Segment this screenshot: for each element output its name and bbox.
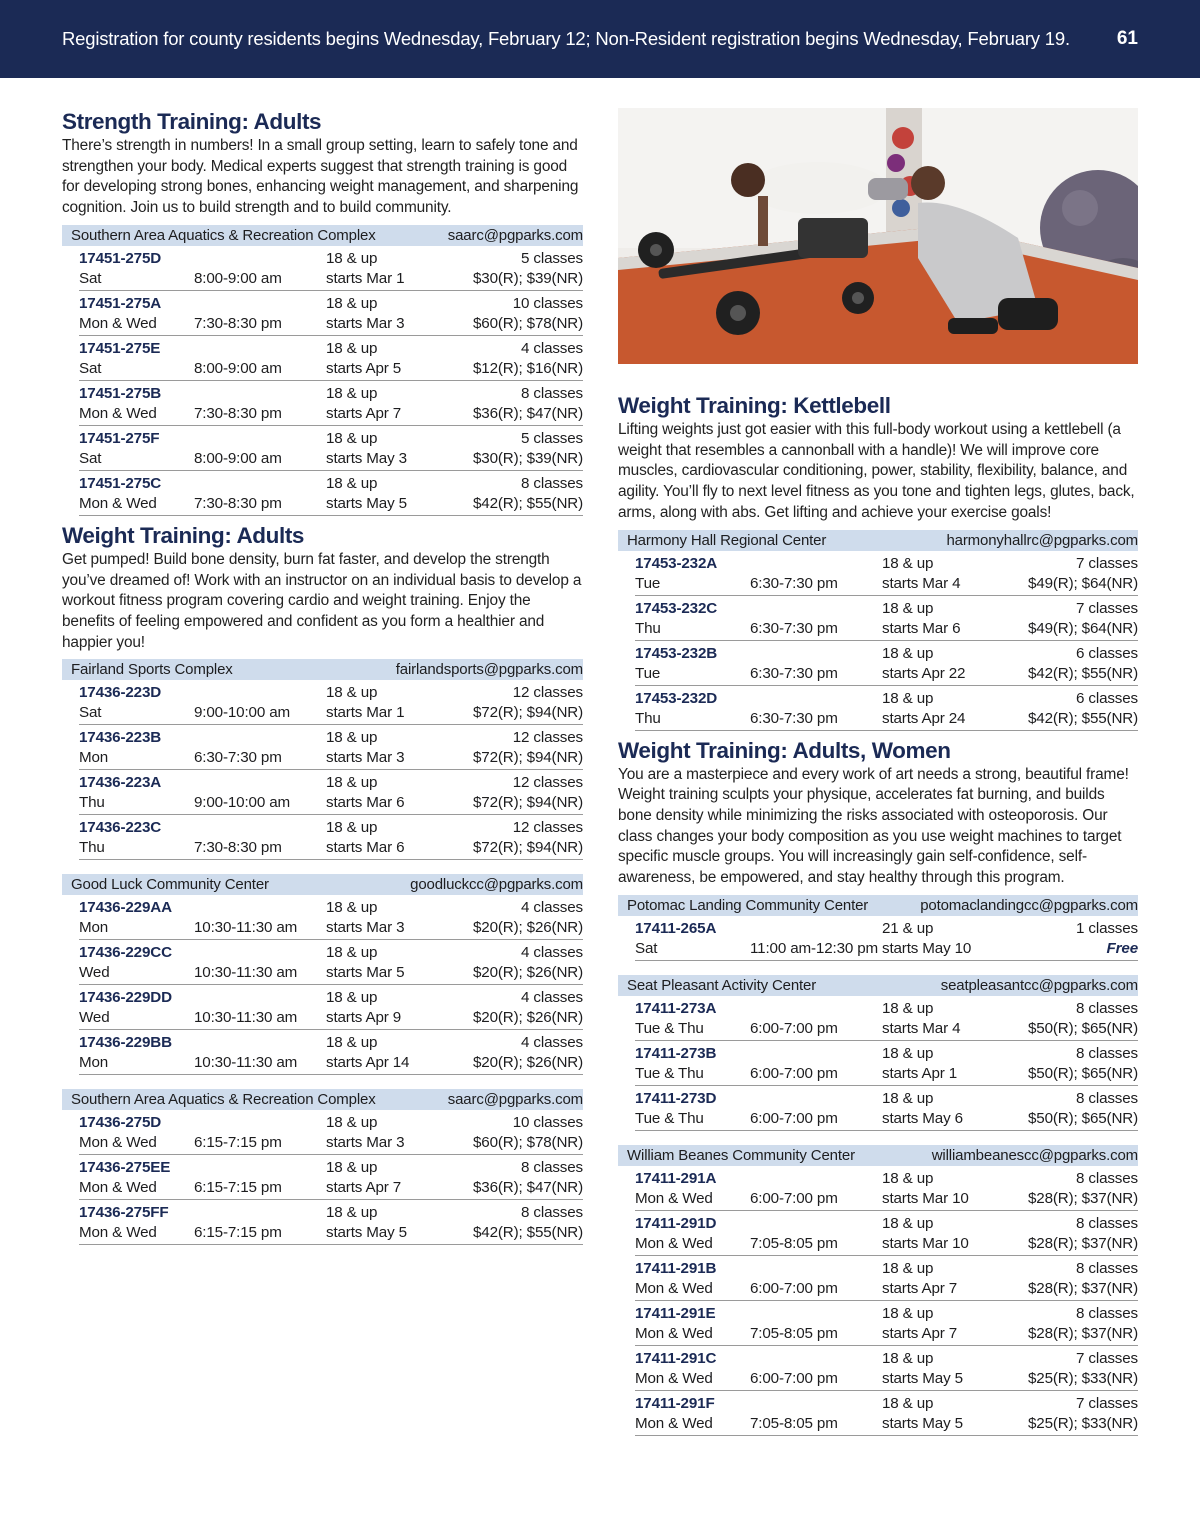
class-list [618, 1166, 1138, 1436]
class-days: Mon [79, 1054, 109, 1072]
class-days: Mon & Wed [635, 1324, 713, 1342]
class-count: 8 classes [521, 474, 583, 492]
class-days: Mon [79, 919, 109, 937]
location-bar [62, 659, 583, 680]
class-row [635, 1346, 1138, 1391]
class-row [635, 1391, 1138, 1436]
class-time: 7:30-8:30 pm [194, 494, 282, 512]
class-start-date: starts Mar 5 [326, 964, 405, 982]
class-time: 6:00-7:00 pm [750, 1019, 838, 1037]
class-time: 7:30-8:30 pm [194, 404, 282, 422]
class-start-date: starts Mar 6 [326, 794, 405, 812]
class-age: 18 & up [326, 819, 378, 837]
location-bar [62, 1089, 583, 1110]
class-start-date: starts Mar 10 [882, 1234, 969, 1252]
class-age: 18 & up [882, 689, 934, 707]
class-fee: $49(R); $64(NR) [1027, 574, 1138, 592]
class-age: 18 & up [882, 1304, 934, 1322]
class-start-date: starts Mar 4 [882, 574, 961, 592]
class-row [79, 985, 583, 1030]
class-list [62, 1110, 583, 1245]
class-code: 17411-291D [635, 1214, 717, 1232]
class-days: Tue & Thu [635, 1019, 704, 1037]
class-time: 11:00 am-12:30 pm [750, 939, 879, 957]
class-start-date: starts Mar 3 [326, 749, 405, 767]
class-fee: $30(R); $39(NR) [472, 449, 583, 467]
class-age: 18 & up [326, 384, 378, 402]
class-row [79, 725, 583, 770]
section-title: Weight Training: Kettlebell [618, 393, 891, 418]
class-time: 6:30-7:30 pm [750, 574, 838, 592]
location-bar [62, 225, 583, 246]
class-fee: $50(R); $65(NR) [1027, 1109, 1138, 1127]
class-row [635, 916, 1138, 961]
class-row [79, 291, 583, 336]
class-start-date: starts Apr 7 [882, 1324, 958, 1342]
class-time: 6:00-7:00 pm [750, 1279, 838, 1297]
class-count: 8 classes [521, 1159, 583, 1177]
class-code: 17436-275EE [79, 1159, 171, 1177]
class-time: 6:00-7:00 pm [750, 1109, 838, 1127]
class-row [635, 996, 1138, 1041]
class-code: 17451-275E [79, 339, 161, 357]
class-fee: $42(R); $55(NR) [472, 494, 583, 512]
class-time: 7:05-8:05 pm [750, 1324, 838, 1342]
location-email[interactable]: seatpleasantcc@pgparks.com [940, 976, 1138, 994]
class-age: 18 & up [326, 474, 378, 492]
class-time: 6:00-7:00 pm [750, 1064, 838, 1082]
class-row [79, 426, 583, 471]
class-count: 8 classes [1076, 999, 1138, 1017]
class-count: 8 classes [1076, 1044, 1138, 1062]
class-row [635, 551, 1138, 596]
class-days: Tue [635, 574, 661, 592]
class-time: 6:15-7:15 pm [194, 1134, 282, 1152]
weight-training-illustration [618, 108, 1138, 364]
class-fee: $72(R); $94(NR) [472, 794, 583, 812]
class-code: 17411-265A [635, 919, 717, 937]
class-code: 17451-275C [79, 474, 162, 492]
class-fee: $42(R); $55(NR) [472, 1224, 583, 1242]
class-code: 17436-229DD [79, 989, 172, 1007]
class-fee: $28(R); $37(NR) [1027, 1234, 1138, 1252]
class-time: 6:30-7:30 pm [194, 749, 282, 767]
class-row [79, 940, 583, 985]
class-time: 6:15-7:15 pm [194, 1179, 282, 1197]
class-start-date: starts Apr 9 [326, 1009, 402, 1027]
right-column [618, 108, 1138, 1436]
class-start-date: starts May 5 [326, 1224, 407, 1242]
location-name: Southern Area Aquatics & Recreation Complex [71, 1091, 376, 1109]
class-age: 18 & up [326, 1034, 378, 1052]
section-description: You are a masterpiece and every work of art needs a strong, beautiful frame! Weight training sculpts your physique, accelerates fat burning, and builds bone density while minimizing the risks associated with osteoporosis. Our class changes your body composition as you use weight machines to target specific muscle groups. You will increasingly gain self-confidence, self-awareness, be empowered, and stay healthy through this program. [618, 765, 1129, 887]
class-days: Mon & Wed [79, 1224, 157, 1242]
class-start-date: starts May 6 [882, 1109, 963, 1127]
section-description: Lifting weights just got easier with this full-body workout using a kettlebell (a weight that resembles a cannonball with a handle)! We will improve core muscles, cardiovascular conditioning, power, stability, flexibility, balance, and agility. You’ll fly to next level fitness as you tone and tighten legs, glutes, back, arms, along with abs. Get lifting and achieve your exercise goals! [618, 421, 1135, 521]
class-row [635, 1211, 1138, 1256]
class-code: 17436-223B [79, 729, 162, 747]
class-count: 12 classes [512, 684, 583, 702]
location-bar [618, 1145, 1138, 1166]
location-name: William Beanes Community Center [627, 1146, 855, 1164]
class-fee: $20(R); $26(NR) [472, 964, 583, 982]
class-code: 17451-275B [79, 384, 162, 402]
class-code: 17411-291F [635, 1394, 715, 1412]
class-count: 1 classes [1076, 919, 1138, 937]
class-count: 6 classes [1076, 689, 1138, 707]
class-count: 8 classes [521, 384, 583, 402]
class-fee: $42(R); $55(NR) [1027, 709, 1138, 727]
class-count: 8 classes [1076, 1169, 1138, 1187]
class-count: 4 classes [521, 944, 583, 962]
class-row [79, 770, 583, 815]
class-count: 12 classes [512, 729, 583, 747]
class-days: Mon & Wed [635, 1369, 713, 1387]
class-fee: $20(R); $26(NR) [472, 1054, 583, 1072]
class-fee: $20(R); $26(NR) [472, 1009, 583, 1027]
class-code: 17411-291C [635, 1349, 717, 1367]
class-days: Mon & Wed [79, 1134, 157, 1152]
class-age: 18 & up [326, 1159, 378, 1177]
class-age: 18 & up [326, 339, 378, 357]
class-count: 10 classes [512, 294, 583, 312]
class-age: 18 & up [326, 684, 378, 702]
class-count: 4 classes [521, 339, 583, 357]
class-start-date: starts Mar 6 [882, 619, 961, 637]
class-start-date: starts Mar 1 [326, 269, 405, 287]
class-list [62, 895, 583, 1075]
left-column [62, 108, 583, 1245]
class-count: 7 classes [1076, 554, 1138, 572]
class-list [62, 246, 583, 516]
weight-training-adults-section [62, 522, 583, 1246]
section-title: Strength Training: Adults [62, 109, 322, 134]
class-fee: $25(R); $33(NR) [1027, 1414, 1138, 1432]
class-days: Sat [79, 359, 102, 377]
class-code: 17451-275F [79, 429, 160, 447]
class-count: 7 classes [1076, 1394, 1138, 1412]
class-fee: $36(R); $47(NR) [472, 1179, 583, 1197]
location-email[interactable]: saarc@pgparks.com [447, 1091, 583, 1109]
class-age: 18 & up [326, 944, 378, 962]
section-title: Weight Training: Adults [62, 522, 305, 548]
class-fee: Free [1106, 939, 1138, 957]
class-start-date: starts May 5 [882, 1414, 963, 1432]
class-start-date: starts Mar 6 [326, 839, 405, 857]
location-email[interactable]: potomaclandingcc@pgparks.com [920, 896, 1138, 914]
class-code: 17436-223A [79, 774, 162, 792]
weight-training-women-section [618, 737, 1138, 1436]
class-row [79, 895, 583, 940]
class-time: 9:00-10:00 am [194, 794, 290, 812]
class-code: 17436-223C [79, 819, 162, 837]
class-start-date: starts Apr 7 [326, 1179, 402, 1197]
class-time: 6:00-7:00 pm [750, 1369, 838, 1387]
class-row [79, 336, 583, 381]
class-age: 18 & up [882, 554, 934, 572]
class-days: Thu [635, 709, 661, 727]
location-name: Good Luck Community Center [71, 876, 269, 894]
class-time: 9:00-10:00 am [194, 704, 290, 722]
class-days: Mon & Wed [635, 1279, 713, 1297]
location-email[interactable]: williambeanescc@pgparks.com [931, 1146, 1138, 1164]
class-time: 8:00-9:00 am [194, 269, 282, 287]
class-start-date: starts Apr 5 [326, 359, 402, 377]
class-fee: $28(R); $37(NR) [1027, 1279, 1138, 1297]
class-days: Tue & Thu [635, 1064, 704, 1082]
class-code: 17453-232B [635, 644, 718, 662]
class-time: 6:00-7:00 pm [750, 1189, 838, 1207]
class-time: 10:30-11:30 am [194, 1009, 298, 1027]
class-time: 6:30-7:30 pm [750, 709, 838, 727]
class-start-date: starts Apr 7 [882, 1279, 958, 1297]
class-start-date: starts May 10 [882, 939, 972, 957]
class-row [635, 686, 1138, 731]
class-row [635, 596, 1138, 641]
class-fee: $60(R); $78(NR) [472, 314, 583, 332]
class-start-date: starts Mar 3 [326, 919, 405, 937]
class-code: 17451-275D [79, 249, 162, 267]
class-time: 6:15-7:15 pm [194, 1224, 282, 1242]
class-count: 12 classes [512, 774, 583, 792]
class-age: 21 & up [882, 919, 934, 937]
class-fee: $12(R); $16(NR) [472, 359, 583, 377]
kettlebell-section [618, 392, 1138, 731]
class-row [79, 1110, 583, 1155]
class-row [79, 1030, 583, 1075]
class-code: 17436-229BB [79, 1034, 172, 1052]
class-fee: $50(R); $65(NR) [1027, 1064, 1138, 1082]
class-age: 18 & up [326, 294, 378, 312]
class-code: 17411-291E [635, 1304, 716, 1322]
registration-notice: Registration for county residents begins Wednesday, February 12; Non-Resident registration begins Wednesday, February 19. [62, 28, 1070, 49]
strength-training-section [62, 108, 583, 516]
class-count: 4 classes [521, 1034, 583, 1052]
location-bar [62, 874, 583, 895]
class-row [635, 1086, 1138, 1131]
class-count: 7 classes [1076, 1349, 1138, 1367]
class-fee: $72(R); $94(NR) [472, 749, 583, 767]
class-count: 8 classes [1076, 1304, 1138, 1322]
class-start-date: starts Mar 10 [882, 1189, 969, 1207]
class-count: 6 classes [1076, 644, 1138, 662]
class-age: 18 & up [326, 429, 378, 447]
class-count: 8 classes [1076, 1259, 1138, 1277]
class-days: Mon & Wed [635, 1234, 713, 1252]
class-age: 18 & up [326, 774, 378, 792]
class-start-date: starts Apr 24 [882, 709, 966, 727]
section-title: Weight Training: Adults, Women [618, 737, 951, 763]
class-count: 4 classes [521, 899, 583, 917]
class-start-date: starts May 5 [326, 494, 407, 512]
class-fee: $72(R); $94(NR) [472, 704, 583, 722]
class-days: Tue [635, 664, 661, 682]
class-count: 4 classes [521, 989, 583, 1007]
class-time: 6:30-7:30 pm [750, 664, 838, 682]
class-days: Tue & Thu [635, 1109, 704, 1127]
class-days: Mon & Wed [635, 1189, 713, 1207]
class-row [79, 471, 583, 516]
class-fee: $42(R); $55(NR) [1027, 664, 1138, 682]
class-days: Thu [79, 794, 105, 812]
class-age: 18 & up [882, 1214, 934, 1232]
class-age: 18 & up [326, 1204, 378, 1222]
class-fee: $28(R); $37(NR) [1027, 1324, 1138, 1342]
class-list [618, 996, 1138, 1131]
location-email[interactable]: goodluckcc@pgparks.com [410, 876, 583, 894]
class-fee: $60(R); $78(NR) [472, 1134, 583, 1152]
class-list [618, 916, 1138, 961]
class-time: 10:30-11:30 am [194, 919, 298, 937]
class-start-date: starts Apr 22 [882, 664, 966, 682]
class-fee: $20(R); $26(NR) [472, 919, 583, 937]
class-row [79, 1200, 583, 1245]
class-days: Mon & Wed [635, 1414, 713, 1432]
class-code: 17453-232D [635, 689, 718, 707]
class-row [635, 641, 1138, 686]
class-days: Sat [79, 269, 102, 287]
class-fee: $72(R); $94(NR) [472, 839, 583, 857]
class-code: 17436-275D [79, 1114, 162, 1132]
registration-banner [0, 0, 1200, 78]
class-start-date: starts Mar 1 [326, 704, 405, 722]
class-fee: $25(R); $33(NR) [1027, 1369, 1138, 1387]
class-code: 17436-229AA [79, 899, 172, 917]
class-age: 18 & up [882, 1394, 934, 1412]
class-time: 7:05-8:05 pm [750, 1414, 838, 1432]
class-start-date: starts May 3 [326, 449, 407, 467]
class-age: 18 & up [326, 1114, 378, 1132]
class-days: Mon & Wed [79, 1179, 157, 1197]
location-bar [618, 895, 1138, 916]
class-fee: $49(R); $64(NR) [1027, 619, 1138, 637]
class-count: 10 classes [512, 1114, 583, 1132]
class-days: Wed [79, 964, 110, 982]
class-time: 10:30-11:30 am [194, 964, 298, 982]
class-count: 8 classes [1076, 1214, 1138, 1232]
class-time: 7:30-8:30 pm [194, 839, 282, 857]
class-days: Sat [635, 939, 658, 957]
section-description: Get pumped! Build bone density, burn fat faster, and develop the strength you’ve dreamed of! Work with an instructor on an individual basis to develop a workout fitness program covering cardio and weight training. Enjoy the benefits of feeling empowered and confident as you form a healthier and happier you! [62, 550, 582, 651]
page-number: 61 [1116, 28, 1138, 49]
class-days: Thu [79, 839, 105, 857]
class-code: 17453-232A [635, 554, 718, 572]
class-count: 12 classes [512, 819, 583, 837]
class-age: 18 & up [882, 999, 934, 1017]
class-time: 7:05-8:05 pm [750, 1234, 838, 1252]
class-count: 5 classes [521, 249, 583, 267]
class-age: 18 & up [882, 1169, 934, 1187]
class-days: Mon & Wed [79, 494, 157, 512]
class-days: Sat [79, 449, 102, 467]
location-name: Fairland Sports Complex [71, 661, 233, 679]
class-code: 17453-232C [635, 599, 718, 617]
class-code: 17451-275A [79, 294, 162, 312]
class-age: 18 & up [326, 989, 378, 1007]
class-age: 18 & up [882, 1044, 934, 1062]
class-row [79, 680, 583, 725]
training-photo [618, 108, 1138, 364]
class-list [618, 551, 1138, 731]
section-description: There’s strength in numbers! In a small group setting, learn to safely tone and strengthen your body. Medical experts suggest that strength training is good for developing strong bones, enhancing weight management, and sharpening cognition. Join us to build strength and to build community. [62, 137, 579, 217]
location-email[interactable]: harmonyhallrc@pgparks.com [946, 531, 1138, 549]
class-row [635, 1256, 1138, 1301]
class-code: 17436-223D [79, 684, 162, 702]
class-age: 18 & up [882, 1089, 934, 1107]
location-name: Potomac Landing Community Center [627, 896, 869, 914]
class-start-date: starts Mar 3 [326, 314, 405, 332]
class-row [79, 815, 583, 860]
class-code: 17436-229CC [79, 944, 172, 962]
class-days: Mon & Wed [79, 314, 157, 332]
class-count: 7 classes [1076, 599, 1138, 617]
class-age: 18 & up [882, 644, 934, 662]
class-days: Wed [79, 1009, 110, 1027]
class-time: 8:00-9:00 am [194, 359, 282, 377]
class-row [79, 1155, 583, 1200]
class-row [79, 381, 583, 426]
class-age: 18 & up [326, 249, 378, 267]
class-time: 8:00-9:00 am [194, 449, 282, 467]
class-start-date: starts Apr 14 [326, 1054, 410, 1072]
class-start-date: starts Apr 7 [326, 404, 402, 422]
class-start-date: starts May 5 [882, 1369, 963, 1387]
class-code: 17411-273B [635, 1044, 717, 1062]
class-age: 18 & up [326, 729, 378, 747]
class-count: 8 classes [521, 1204, 583, 1222]
class-fee: $36(R); $47(NR) [472, 404, 583, 422]
class-row [79, 246, 583, 291]
class-start-date: starts Mar 4 [882, 1019, 961, 1037]
location-email[interactable]: fairlandsports@pgparks.com [395, 661, 583, 679]
class-fee: $50(R); $65(NR) [1027, 1019, 1138, 1037]
class-row [635, 1166, 1138, 1211]
class-days: Thu [635, 619, 661, 637]
location-bar [618, 530, 1138, 551]
class-code: 17411-273D [635, 1089, 717, 1107]
class-list [62, 680, 583, 860]
class-days: Mon & Wed [79, 404, 157, 422]
class-code: 17436-275FF [79, 1204, 169, 1222]
class-count: 5 classes [521, 429, 583, 447]
class-code: 17411-273A [635, 999, 717, 1017]
class-row [635, 1301, 1138, 1346]
class-time: 7:30-8:30 pm [194, 314, 282, 332]
class-time: 10:30-11:30 am [194, 1054, 298, 1072]
class-count: 8 classes [1076, 1089, 1138, 1107]
class-start-date: starts Mar 3 [326, 1134, 405, 1152]
location-bar [618, 975, 1138, 996]
location-name: Seat Pleasant Activity Center [627, 976, 817, 994]
class-age: 18 & up [882, 599, 934, 617]
class-time: 6:30-7:30 pm [750, 619, 838, 637]
class-age: 18 & up [882, 1349, 934, 1367]
location-name: Southern Area Aquatics & Recreation Complex [71, 226, 376, 244]
class-fee: $28(R); $37(NR) [1027, 1189, 1138, 1207]
class-row [635, 1041, 1138, 1086]
class-days: Sat [79, 704, 102, 722]
class-age: 18 & up [326, 899, 378, 917]
class-start-date: starts Apr 1 [882, 1064, 958, 1082]
class-code: 17411-291B [635, 1259, 717, 1277]
class-age: 18 & up [882, 1259, 934, 1277]
class-code: 17411-291A [635, 1169, 717, 1187]
class-fee: $30(R); $39(NR) [472, 269, 583, 287]
class-days: Mon [79, 749, 109, 767]
location-email[interactable]: saarc@pgparks.com [447, 226, 583, 244]
location-name: Harmony Hall Regional Center [627, 531, 827, 549]
